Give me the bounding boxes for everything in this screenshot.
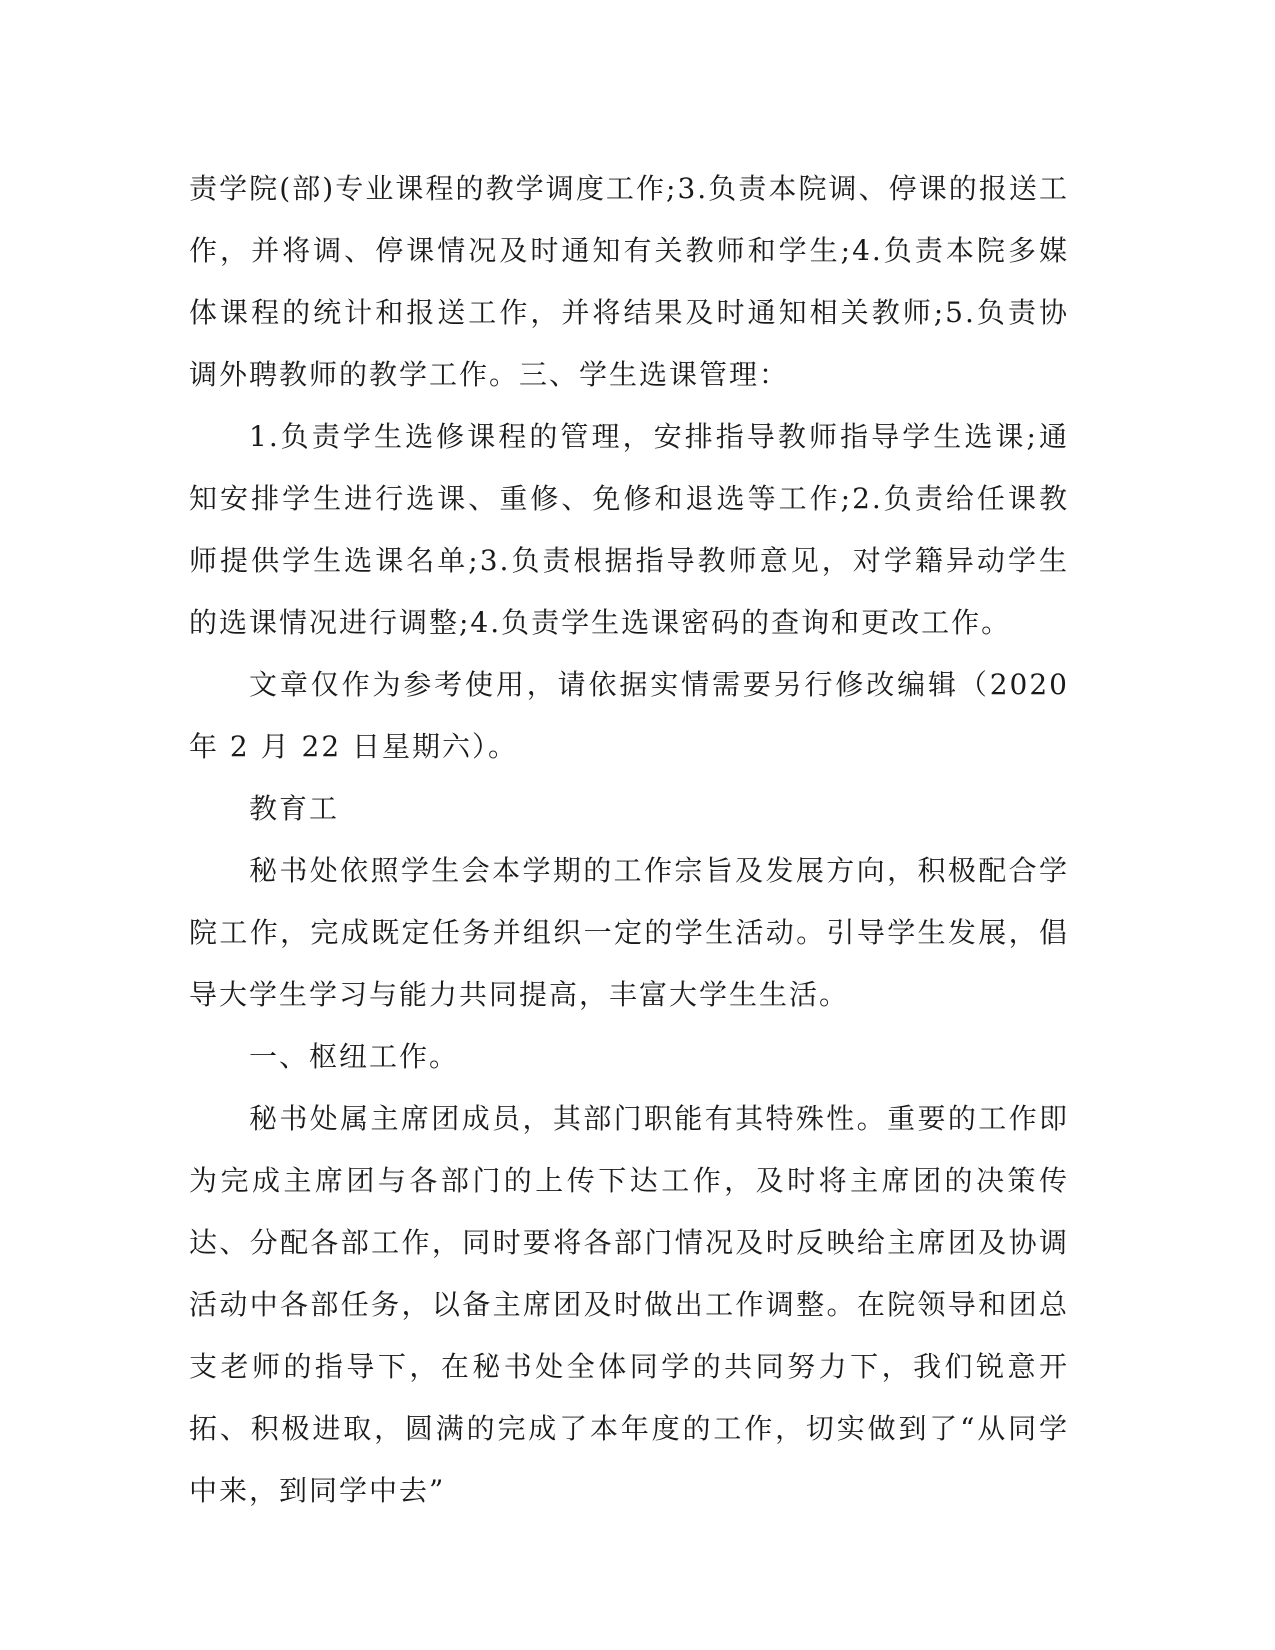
paragraph-course-selection: 1.负责学生选修课程的管理，安排指导教师指导学生选课;通知安排学生进行选课、重修、免修和退选等工作;2.负责给任课教师提供学生选课名单;3.负责根据指导教师意见，对学籍异动学生的选课情况进行调整;4.负责学生选课密码的查询和更改工作。 [189,420,1069,639]
paragraph-heading-education: 教育工 [249,792,340,825]
paragraph-secretariat-intro: 秘书处依照学生会本学期的工作宗旨及发展方向，积极配合学院工作，完成既定任务并组织一定的学生活动。引导学生发展，倡导大学生学习与能力共同提高，丰富大学生生活。 [189,854,1069,1011]
paragraph-course-scheduling: 责学院(部)专业课程的教学调度工作;3.负责本院调、停课的报送工作，并将调、停课情况及时通知有关教师和学生;4.负责本院多媒体课程的统计和报送工作，并将结果及时通知相关教师;5.负责协调外聘教师的教学工作。三、学生选课管理： [189,172,1069,391]
paragraph-reference-note: 文章仅作为参考使用，请依据实情需要另行修改编辑（2020 年 2 月 22 日星期六）。 [189,668,1069,763]
document-body [189,158,1069,1522]
paragraph-secretariat-role: 秘书处属主席团成员，其部门职能有其特殊性。重要的工作即为完成主席团与各部门的上传下达工作，及时将主席团的决策传达、分配各部工作，同时要将各部门情况及时反映给主席团及协调活动中各部任务，以备主席团及时做出工作调整。在院领导和团总支老师的指导下，在秘书处全体同学的共同努力下，我们锐意开拓、积极进取，圆满的完成了本年度的工作，切实做到了“从同学中来，到同学中去” [189,1102,1069,1507]
paragraph-section-hub-work: 一、枢纽工作。 [249,1040,460,1073]
